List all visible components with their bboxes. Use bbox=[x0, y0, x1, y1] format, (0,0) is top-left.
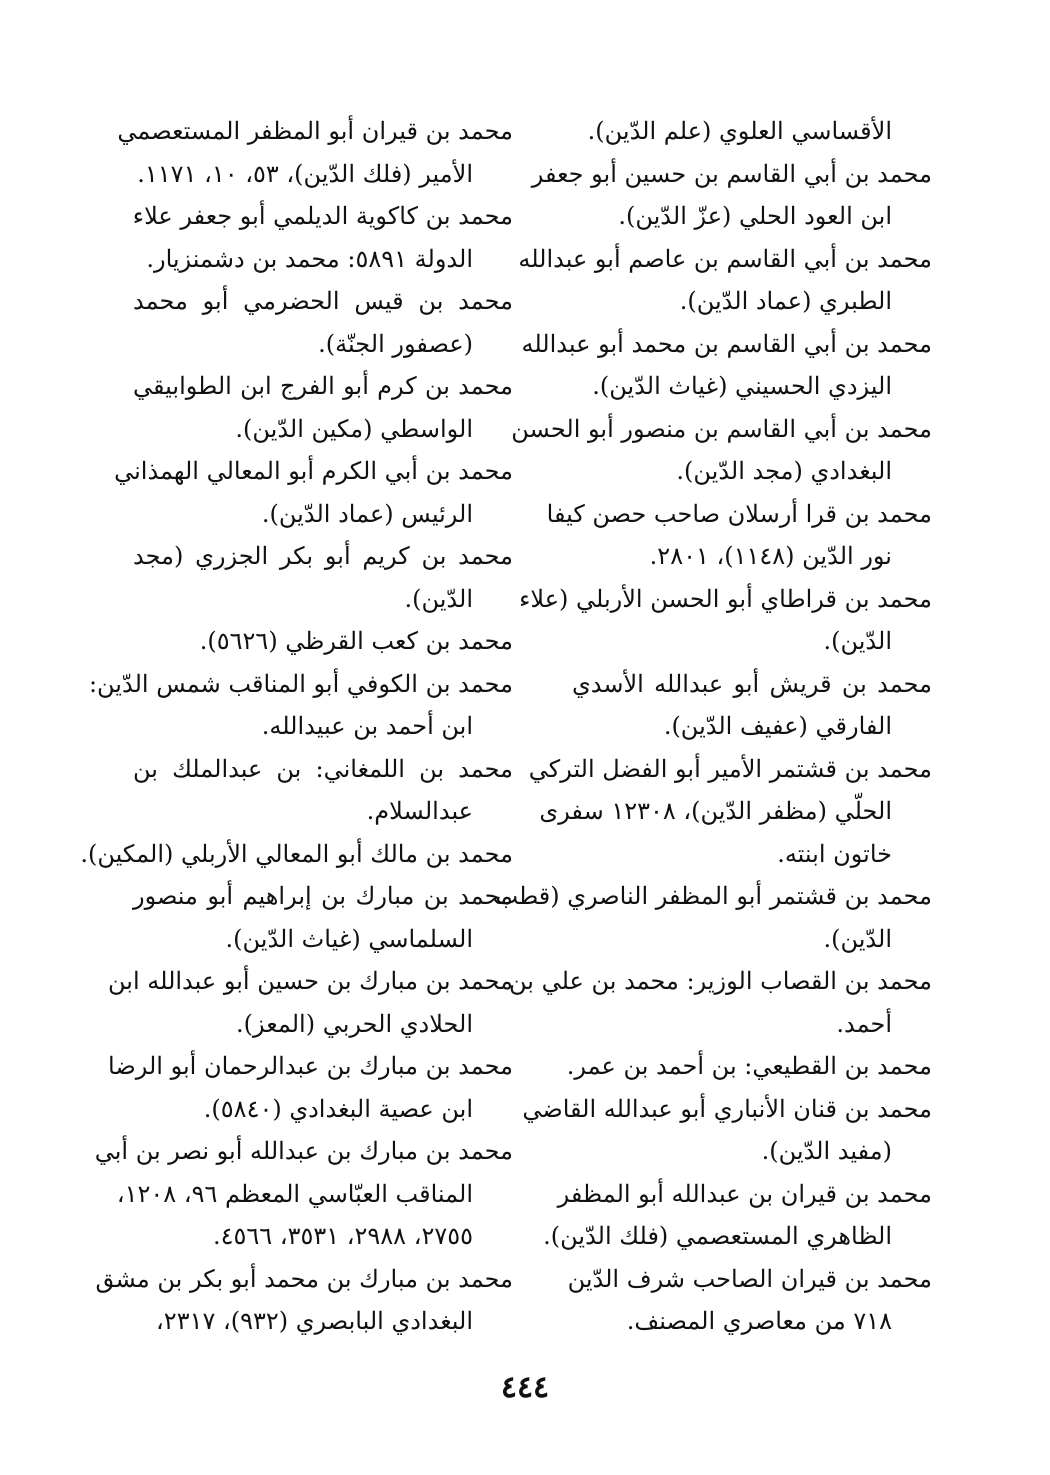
index-entry bbox=[531, 153, 932, 238]
index-entry bbox=[114, 450, 513, 535]
entry-continuation-line: الدّين). bbox=[404, 584, 473, 613]
entry-continuation-line: السلماسي (غياث الدّين). bbox=[225, 924, 473, 953]
entry-first-line: محمد بن قرا أرسلان صاحب حصن كيفا bbox=[546, 499, 932, 528]
entry-first-line: محمد بن مبارك بن عبدالله أبو نصر بن أبي bbox=[94, 1137, 513, 1165]
entry-first-line: محمد بن قراطاي أبو الحسن الأربلي (علاء bbox=[519, 584, 932, 613]
index-entry bbox=[133, 280, 513, 365]
entry-continuation-line: ٢٧٥٥، ٢٩٨٨، ٣٥٣١، ٤٥٦٦. bbox=[212, 1222, 473, 1250]
entry-continuation-line: الدّين). bbox=[823, 924, 892, 953]
index-entry bbox=[522, 1088, 932, 1173]
index-entry bbox=[80, 833, 513, 876]
index-entry bbox=[95, 1258, 513, 1343]
entry-continuation-line: اليزدي الحسيني (غياث الدّين). bbox=[592, 372, 892, 400]
index-entry bbox=[572, 110, 932, 153]
entry-first-line: محمد بن أبي القاسم بن حسين أبو جعفر bbox=[531, 159, 932, 188]
entry-continuation-line: البغدادي البابصري (٩٣٢)، ٢٣١٧، bbox=[156, 1307, 473, 1335]
index-entry bbox=[546, 493, 932, 578]
entry-first-line: محمد بن قريش أبو عبدالله الأسدي bbox=[572, 669, 932, 698]
entry-first-line: محمد بن أبي القاسم بن محمد أبو عبدالله bbox=[521, 329, 932, 358]
entry-first-line: محمد بن قيس الحضرمي أبو محمد bbox=[133, 287, 513, 315]
entry-first-line: محمد بن كاكوية الديلمي أبو جعفر علاء bbox=[132, 202, 513, 230]
entry-continuation-line: الواسطي (مكين الدّين). bbox=[235, 414, 473, 443]
index-entry bbox=[133, 535, 513, 620]
index-entry bbox=[567, 1258, 932, 1343]
index-entry bbox=[108, 960, 513, 1045]
entry-continuation-line: الحلادي الحربي (المعز). bbox=[236, 1009, 473, 1038]
entry-first-line: محمد بن مبارك بن عبدالرحمان أبو الرضا bbox=[108, 1052, 513, 1080]
entry-first-line: محمد بن أبي الكرم أبو المعالي الهمذاني bbox=[114, 457, 513, 485]
index-entry bbox=[133, 365, 513, 450]
entry-continuation-line: المناقب العبّاسي المعظم ٩٦، ١٢٠٨، bbox=[116, 1179, 473, 1208]
entry-first-line: محمد بن الكوفي أبو المناقب شمس الدّين: bbox=[88, 669, 513, 698]
index-column-right bbox=[495, 110, 932, 1343]
index-entry bbox=[117, 110, 513, 195]
entry-continuation-line: الطبري (عماد الدّين). bbox=[679, 287, 892, 315]
entry-continuation-line: الدّين). bbox=[823, 627, 892, 655]
entry-continuation-line: الأمير (فلك الدّين)، ٥٣، ١٠، ١١٧١. bbox=[137, 159, 473, 188]
entry-continuation-line: نور الدّين (١١٤٨)، ٢٨٠١. bbox=[649, 542, 892, 570]
index-entry bbox=[94, 1130, 513, 1258]
entry-continuation-line: الدولة ٥٨٩١: محمد بن دشمنزيار. bbox=[146, 244, 473, 273]
index-entry bbox=[133, 748, 513, 833]
index-entry bbox=[566, 1045, 932, 1088]
entry-continuation-line: (مفيد الدّين). bbox=[761, 1137, 892, 1165]
entry-first-line: محمد بن القصاب الوزير: محمد بن علي بن bbox=[509, 967, 932, 995]
entry-first-line: محمد بن مبارك بن حسين أبو عبدالله ابن bbox=[108, 967, 513, 995]
entry-continuation-line: ابن أحمد بن عبيدالله. bbox=[261, 712, 473, 740]
entry-first-line: محمد بن مبارك بن إبراهيم أبو منصور bbox=[133, 882, 513, 910]
entry-first-line: محمد بن اللمغاني: بن عبدالملك بن bbox=[133, 754, 513, 783]
index-column-left bbox=[80, 110, 513, 1343]
entry-first-line: محمد بن مبارك بن محمد أبو بكر بن مشق bbox=[95, 1264, 513, 1293]
entry-continuation-line: ابن عصية البغدادي (٥٨٤٠). bbox=[203, 1094, 473, 1123]
entry-continuation-line: البغدادي (مجد الدّين). bbox=[676, 457, 892, 485]
entry-continuation-line: عبدالسلام. bbox=[366, 797, 473, 825]
entry-first-line: محمد بن قيران الصاحب شرف الدّين bbox=[567, 1264, 932, 1293]
entry-first-line: محمد بن كرم أبو الفرج ابن الطوابيقي bbox=[133, 372, 513, 400]
entry-first-line: محمد بن القطيعي: بن أحمد بن عمر. bbox=[566, 1052, 932, 1080]
entry-continuation-line: الفارقي (عفيف الدّين). bbox=[663, 712, 892, 740]
index-entry bbox=[495, 875, 932, 960]
index-entry bbox=[108, 1045, 513, 1130]
index-entry bbox=[528, 748, 932, 876]
index-entry bbox=[543, 1173, 932, 1258]
entry-continuation-line: الحلّي (مظفر الدّين)، ١٢٣٠٨ سفرى bbox=[539, 797, 892, 825]
index-entry bbox=[509, 960, 932, 1045]
index-entry bbox=[133, 875, 513, 960]
index-entry bbox=[133, 620, 513, 663]
index-entry bbox=[88, 663, 513, 748]
entry-first-line: محمد بن أبي القاسم بن عاصم أبو عبدالله bbox=[518, 244, 932, 273]
entry-continuation-line: الرئيس (عماد الدّين). bbox=[261, 499, 473, 528]
entry-first-line: محمد بن قيران أبو المظفر المستعصمي bbox=[117, 117, 513, 145]
entry-first-line: محمد بن قنان الأنباري أبو عبدالله القاضي bbox=[522, 1094, 932, 1123]
entry-first-line: محمد بن كريم أبو بكر الجزري (مجد bbox=[133, 542, 513, 570]
entry-first-line: محمد بن أبي القاسم بن منصور أبو الحسن bbox=[511, 414, 932, 443]
index-entry bbox=[518, 238, 932, 323]
page-number: ٤٤٤ bbox=[500, 1370, 550, 1405]
entry-continuation-line: أحمد. bbox=[836, 1009, 892, 1038]
index-entry bbox=[572, 663, 932, 748]
index-entry bbox=[133, 195, 513, 280]
entry-continuation-line: خاتون ابنته. bbox=[777, 839, 892, 868]
entry-first-line: محمد بن قشتمر الأمير أبو الفضل التركي bbox=[528, 754, 932, 783]
entry-continuation-line: (عصفور الجنّة). bbox=[318, 329, 473, 358]
entry-continuation-line: الأقساسي العلوي (علم الدّين). bbox=[587, 117, 892, 145]
entry-continuation-line: الظاهري المستعصمي (فلك الدّين). bbox=[543, 1222, 892, 1250]
entry-first-line: محمد بن قشتمر أبو المظفر الناصري (قطب bbox=[495, 882, 932, 910]
entry-first-line: محمد بن كعب القرظي (٥٦٢٦). bbox=[199, 627, 513, 655]
index-entry bbox=[521, 323, 932, 408]
entry-continuation-line: ابن العود الحلي (عزّ الدّين). bbox=[618, 202, 892, 230]
entry-continuation-line: ٧١٨ من معاصري المصنف. bbox=[626, 1307, 892, 1335]
index-entry bbox=[511, 408, 932, 493]
index-entry bbox=[519, 578, 932, 663]
entry-first-line: محمد بن قيران بن عبدالله أبو المظفر bbox=[557, 1179, 932, 1208]
entry-first-line: محمد بن مالك أبو المعالي الأربلي (المكين). bbox=[80, 839, 513, 868]
